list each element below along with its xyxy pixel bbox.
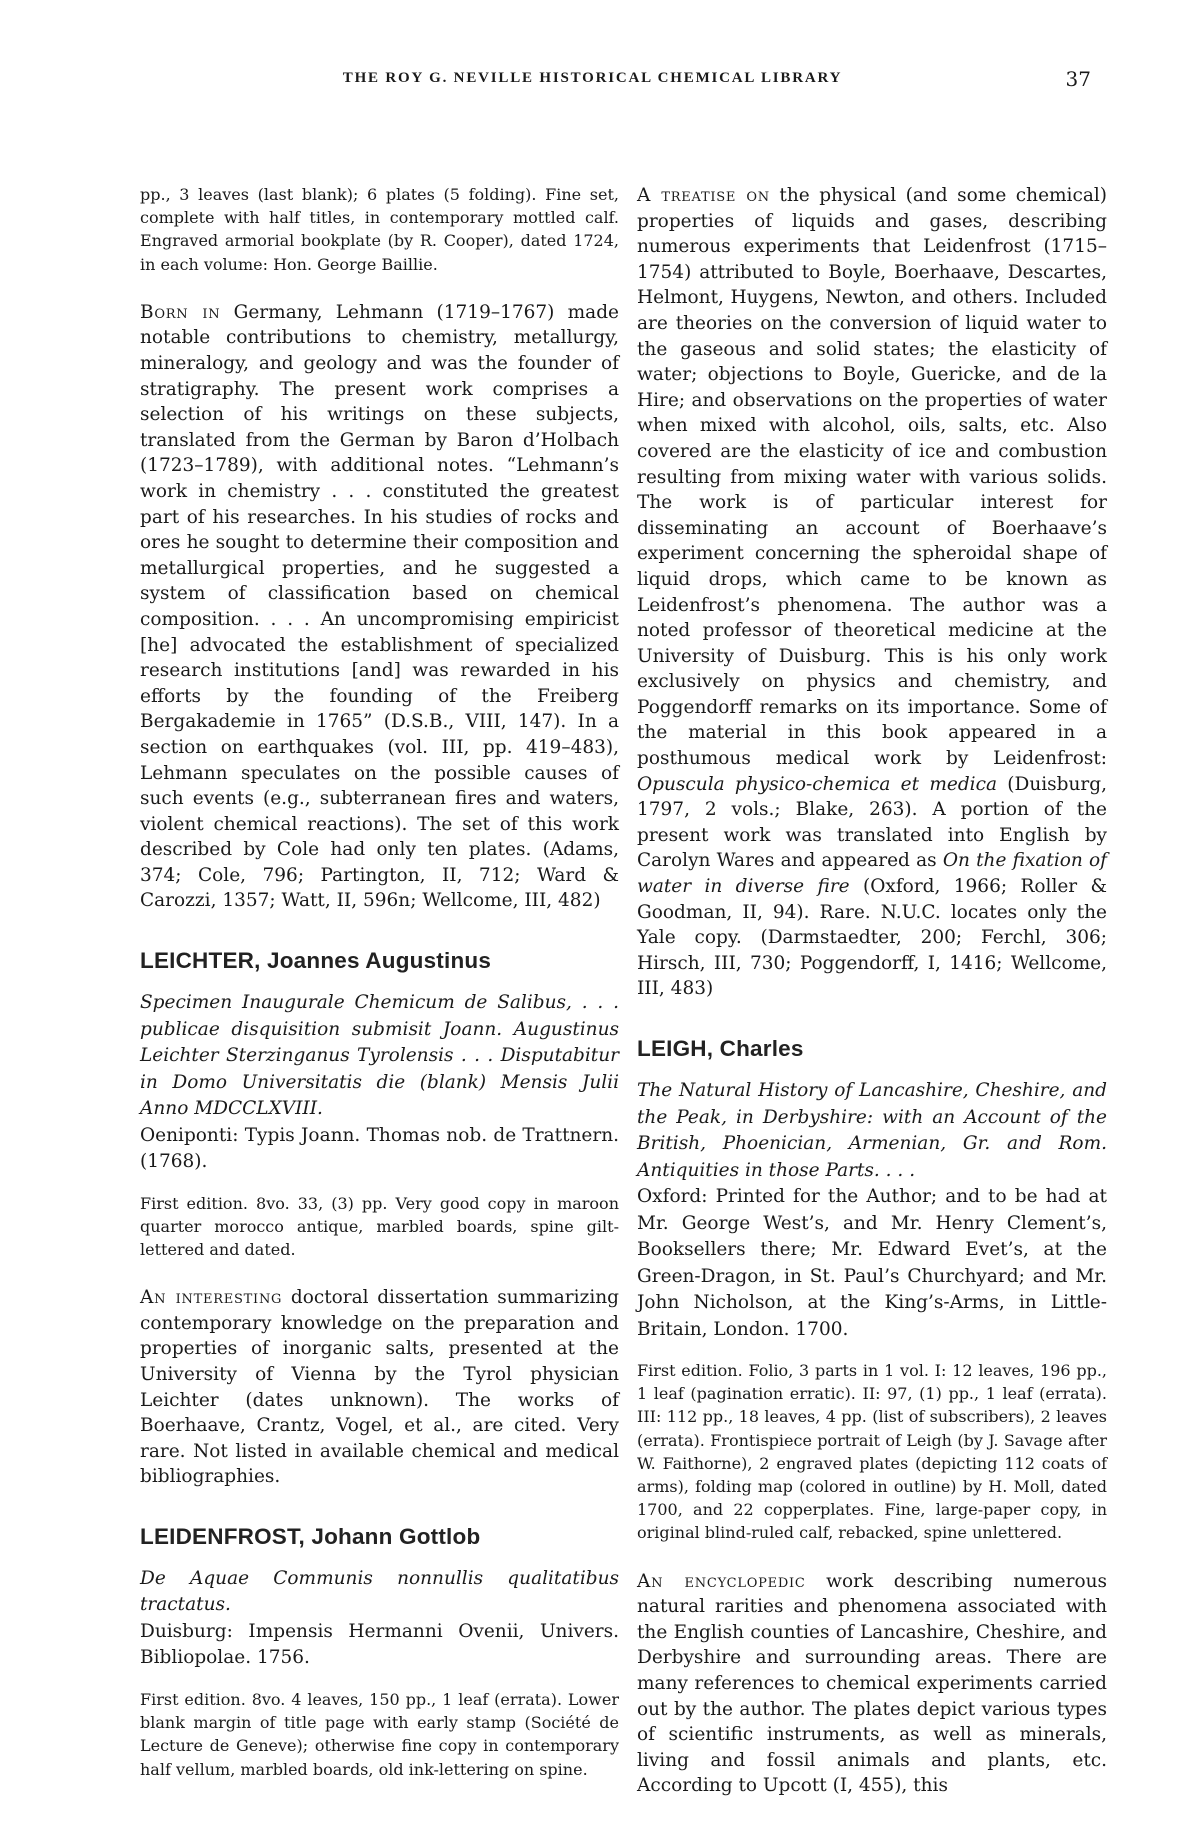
entry-note-leidenfrost-seg2: (Duisburg, 1797, 2 vols.; Blake, 263). A portion of the present work was translated into English by Carolyn Wares and appeared as [637, 773, 1107, 872]
entry-imprint-leidenfrost: Duisburg: Impensis Hermanni Ovenii, Univers. Bibliopolae. 1756. [140, 1620, 619, 1669]
entry-note-leidenfrost-seg1: the physical (and some chemical) properties of liquids and gases, describing numerous experiments that Leidenfrost (1715–1754) attributed to Boyle, Boerhaave, Descartes, Helmont, Huygens, Newton, and others. Included are theories on the conversion of liquid water to the gaseous and solid states; the elasticity of water; objections to Boyle, Guericke, and de la Hire; and observations on the properties of water when mixed with alcohol, oils, salts, etc. Also covered are the elasticity of ice and combustion resulting from mixing water with various solids. The work is of particular interest for disseminating an account of Boerhaave’s experiment concerning the spheroidal shape of liquid drops, which came to be known as Leidenfrost’s phenomena. The author was a noted professor of theoretical medicine at the University of Duisburg. This is his only work exclusively on physics and chemistry, and Poggendorff remarks on its importance. Some of the material in this book appeared in a posthumous medical work by Leidenfrost: [637, 185, 1107, 770]
entry-title-leigh: The Natural History of Lancashire, Cheshire, and the Peak, in Derbyshire: with an Account of the British, Phoenician, Armenian, Gr. and Rom. Antiquities in those Parts. . . . [637, 1080, 1107, 1181]
column-left [140, 183, 619, 1805]
lead-in-born: Born in [140, 301, 221, 323]
entry-note-leichter [140, 1285, 619, 1490]
entry-heading-leichter: LEICHTER, Joannes Augustinus [140, 948, 492, 974]
entry-note-leidenfrost-seg3: (Oxford, 1966; Roller & Goodman, II, 94). Rare. N.U.C. locates only the Yale copy. (Darmstaedter, 200; Ferchl, 306; Hirsch, III, 730; Poggendorff, I, 1416; Wellcome, III, 483) [637, 876, 1107, 1000]
entry-note-lehmann-text: Germany, Lehmann (1719–1767) made notable contributions to chemistry, metallurgy, mineralogy, and geology and was the founder of stratigraphy. The present work comprises a selection of his writings on these subjects, translated from the German by Baron d’Holbach (1723–1789), with additional notes. “Lehmann’s work in chemistry . . . constituted the greatest part of his researches. In his studies of rocks and ores he sought to determine their composition and metallurgical properties, and he suggested a system of classification based on chemical composition. . . . An uncompromising empiricist [he] advocated the establishment of specialized research institutions [and] was rewarded in his efforts by the founding of the Freiberg Bergakademie in 1765” (D.S.B., VIII, 147). In a section on earthquakes (vol. III, pp. 419–483), Lehmann speculates on the possible causes of such events (e.g., subterranean fires and waters, violent chemical reactions). The set of this work described by Cole had only ten plates. (Adams, 374; Cole, 796; Partington, II, 712; Ward & Carozzi, 1357; Watt, II, 596n; Wellcome, III, 482) [140, 301, 619, 912]
lead-in-a-treatise: A treatise on [637, 185, 770, 206]
entry-title-block-leichter [140, 990, 619, 1176]
entry-imprint-leigh: Oxford: Printed for the Author; and to be had at Mr. George West’s, and Mr. Henry Clement’s, Booksellers there; Mr. Edward Evet’s, at the Green-Dragon, in St. Paul’s Churchyard; and Mr. John Nicholson, at the King’s-Arms, in Little-Britain, London. 1700. [637, 1186, 1107, 1340]
entry-note-lehmann [140, 300, 619, 914]
entry-heading-leigh: LEIGH, Charles [637, 1036, 804, 1061]
lead-in-an-encyclopedic: An encyclopedic [637, 1570, 806, 1592]
running-head [140, 67, 1105, 94]
inline-title-opuscula: Opuscula physico-chemica et medica [637, 773, 997, 795]
entry-title-block-leigh [637, 1078, 1107, 1343]
column-right [637, 183, 1107, 1825]
entry-title-leidenfrost: De Aquae Communis nonnullis qualitatibus tractatus. [140, 1567, 619, 1616]
entry-note-leigh-text: work describing numerous natural rarities and phenomena associated with the English counties of Lancashire, Cheshire, and Derbyshire and surrounding areas. There are many references to chemical experiments carried out by the author. The plates depict various types of scientific instruments, as well as minerals, living and fossil animals and plants, etc. According to Upcott (I, 455), this [637, 1570, 1107, 1797]
entry-title-block-leidenfrost [140, 1566, 619, 1672]
entry-note-leichter-text: doctoral dissertation summarizing contemporary knowledge on the preparation and properties of inorganic salts, presented at the University of Vienna by the Tyrol physician Leichter (dates unknown). The works of Boerhaave, Crantz, Vogel, et al., are cited. Very rare. Not listed in available chemical and medical bibliographies. [140, 1287, 619, 1488]
lead-in-an-interesting: An interesting [140, 1287, 283, 1309]
inline-title-fixation: On the fixation of water in diverse fire [637, 850, 1108, 898]
entry-heading-leidenfrost: LEIDENFROST, Johann Gottlob [140, 1523, 481, 1549]
entry-imprint-leichter: Oeniponti: Typis Joann. Thomas nob. de Trattnern. (1768). [140, 1124, 619, 1173]
running-head-title: THE ROY G. NEVILLE HISTORICAL CHEMICAL LIBRARY [342, 70, 843, 86]
entry-collation-leigh: First edition. Folio, 3 parts in 1 vol. I: 12 leaves, 196 pp., 1 leaf (pagination erratic). II: 97, (1) pp., 1 leaf (errata). III: 112 pp., 18 leaves, 4 pp. (list of subscribers), 2 leaves (errata). Frontispiece portrait of Leigh (by J. Savage after W. Faithorne), 2 engraved plates (depicting 112 coats of arms), folding map (colored in outline) by H. Moll, dated 1700, and 22 copperplates. Fine, large-paper copy, in original blind-ruled calf, rebacked, spine unlettered. [637, 1361, 1107, 1543]
entry-note-leigh [637, 1569, 1107, 1799]
entry-title-leichter: Specimen Inaugurale Chemicum de Salibus, . . . publicae disquisition submisit Joann. Augustinus Leichter Sterzinganus Tyrolensis . . . Disputabitur in Domo Universitatis die (blank) Mensis Julii Anno MDCCLXVIII. [140, 992, 619, 1120]
page-number: 37 [1065, 67, 1091, 91]
entry-note-leidenfrost [637, 183, 1107, 1002]
entry-collation-continuation: pp., 3 leaves (last blank); 6 plates (5 folding). Fine set, complete with half titles, in contemporary mottled calf. Engraved armorial bookplate (by R. Cooper), dated 1724, in each volume: Hon. George Baillie. [140, 185, 619, 274]
entry-collation-leidenfrost: First edition. 8vo. 4 leaves, 150 pp., 1 leaf (errata). Lower blank margin of title page with early stamp (Société de Lecture de Geneve); otherwise fine copy in contemporary half vellum, marbled boards, old ink-lettering on spine. [140, 1689, 619, 1779]
entry-collation-leichter: First edition. 8vo. 33, (3) pp. Very good copy in maroon quarter morocco antique, marbled boards, spine gilt-lettered and dated. [140, 1193, 619, 1259]
